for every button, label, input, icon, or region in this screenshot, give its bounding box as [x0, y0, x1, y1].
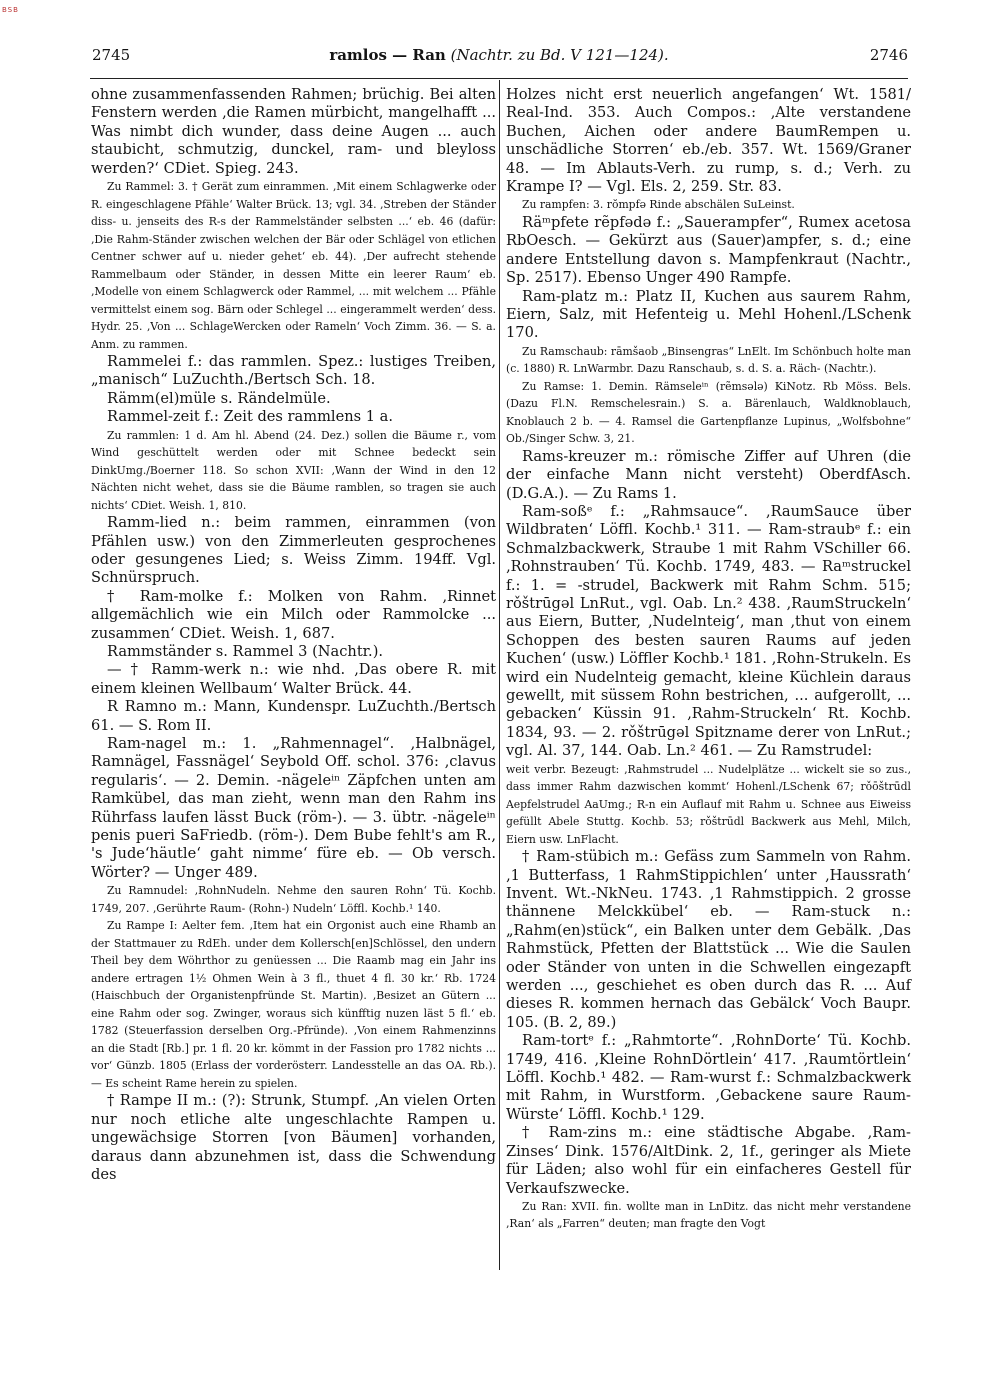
page-title: [90, 46, 908, 64]
title-headwords: ramlos — Ran: [329, 46, 446, 64]
dictionary-entry: R Ramno m.: Mann, Kundenspr. LuZuchth./Bertsch 61. — S. Rom II.: [91, 698, 496, 734]
dictionary-entry: † Ram-zins m.: eine städtische Abgabe. ‚Ram-Zinses‘ Dink. 1576/AltDink. 2, 1f., geringer als Miete für Läden; also wohl für ein einfacheres Gestell für Verkaufszwecke.: [506, 1124, 911, 1197]
dictionary-entry: Ram-platz m.: Platz II, Kuchen aus saurem Rahm, Eiern, Salz, mit Hefenteig u. Mehl Hohenl./LSchenk 170.: [506, 287, 911, 342]
dictionary-entry: Ramm-lied n.: beim rammen, einrammen (von Pfählen usw.) von den Zimmerleuten gesprochenes oder gesungenes Lied; s. Weiss Zimm. 194ff. Vgl. Schnürspruch.: [91, 514, 496, 587]
dictionary-entry: Zu Rampe I: Aelter fem. ‚Item hat ein Orgonist auch eine Rhamb an der Stattmauer zu RdEh. under dem Kollersch[en]Schlössel, den undern Theil bey dem Wöhrthor zu genüessen ... Die Raamb mag ein Jahr ins andere ertragen 1½ Ohmen Wein à 3 fl., thuet 4 fl. 30 kr.‘ Rb. 1724 (Haischbuch der Organistenpfründe St. Martin). ‚Besizet an Gütern ... eine Rahm oder sog. Zwinger, woraus sich künfftig nuzen läst 5 fl.‘ eb. 1782 (Steuerfassion derselben Org.-Pfründe). ‚Von einem Rahmenzinns an die Stadt [Rb.] pr. 1 fl. 20 kr. kömmt in der Fassion pro 1782 nichts ... vor‘ Günzb. 1805 (Erlass der vorderösterr. Landesstelle an das OA. Rb.). — Es scheint Rame herein zu spielen.: [91, 919, 496, 1090]
page-number-left: 2745: [92, 46, 131, 64]
dictionary-entry: Rammständer s. Rammel 3 (Nachtr.).: [107, 643, 384, 660]
column-divider: [499, 80, 500, 1270]
dictionary-entry: ohne zusammenfassenden Rahmen; brüchig. Bei alten Fenstern werden ‚die Ramen mürbicht, mangelhafft ... Was nimbt dich wunder, dass deine Augen ... auch staubicht, schmutzig, dunckel, ram- und bleyloss werden?‘ CDiet. Spieg. 243.: [91, 86, 496, 177]
running-header: [90, 46, 908, 68]
dictionary-entry: Ram-soßᵉ f.: „Rahmsauce“. ‚RaumSauce über Wildbraten‘ Löffl. Kochb.¹ 311. — Ram-straubᵉ f.: ein Schmalzbackwerk, Straube 1 mit Rahm VSchiller 66. ‚Rohnstrauben‘ Tü. Kochb. 1749, 483. — Raᵐstruckel f.: 1. = -strudel, Backwerk mit Rahm Schm. 515; rǒštrūgəl LnRut., vgl. Oab. Ln.² 438. ‚RaumStruckeln‘ aus Eiern, Butter, ‚Nudelnteig‘, man ‚thut von einem Schoppen des besten sauren Raums auf jeden Kuchen‘ (usw.) Löffler Kochb.¹ 181. ‚Rohn-Strukeln. Es wird ein Nudelnteig gemacht, kleine Küchlein daraus gewellt, mit süssem Rohn bestrichen, ... aufgerollt, ... gebacken‘ Küssin 91. ‚Rahm-Struckeln‘ Rt. Kochb. 1834, 93. — 2. rǒštrūgəl Spitzname derer von LnRut.; vgl. Al. 37, 144. Oab. Ln.² 461. — Zu Ramstrudel:: [506, 503, 911, 760]
page-number-right: 2746: [869, 46, 908, 64]
dictionary-entry: Zu rammlen: 1 d. Am hl. Abend (24. Dez.) sollen die Bäume r., vom Wind geschüttelt werden oder mit Schnee bedeckt sein DinkUmg./Boerner 118. So schon XVII: ‚Wann der Wind in den 12 Nächten nicht wehet, dass sie die Bäume ramblen, so tragen sie auch nichts‘ CDiet. Weish. 1, 810.: [91, 428, 496, 512]
library-mark: BSB: [2, 6, 19, 14]
dictionary-entry: † Rampe II m.: (?): Strunk, Stumpf. ‚An vielen Orten nur noch etliche alte ungeschlachte Rampen u. ungewächsige Storren [von Bäumen] vorhanden, daraus dann abzunehmen ist, dass die Schwendung des: [91, 1092, 496, 1183]
title-reference: (Nachtr. zu Bd. V 121—124).: [450, 46, 669, 64]
dictionary-entry: Zu Ramschaub: rāmšaob „Binsengras“ LnElt. Im Schönbuch holte man (c. 1880) R. LnWarmbr. Dazu Ranschaub, s. d. S. a. Räch- (Nachtr.).: [506, 344, 911, 376]
dictionary-entry: † Ram-molke f.: Molken von Rahm. ‚Rinnet allgemächlich wie ein Milch oder Rammolcke ... zusammen‘ CDiet. Weish. 1, 687.: [91, 587, 496, 642]
header-rule: [90, 78, 908, 79]
dictionary-entry: Rämm(el)müle s. Rändelmüle.: [107, 389, 331, 407]
dictionary-entry: Rammelei f.: das rammlen. Spez.: lustiges Treiben, „manisch“ LuZuchth./Bertsch Sch. 18.: [91, 353, 496, 389]
dictionary-entry: Rams-kreuzer m.: römische Ziffer auf Uhren (die der einfache Mann nicht versteht) OberdfAsch. (D.G.A.). — Zu Rams 1.: [506, 447, 911, 502]
left-column: [91, 86, 496, 1184]
dictionary-entry: Räᵐpfete rẽpfədə f.: „Sauerampfer“, Rumex acetosa RbOesch. — Gekürzt aus (Sauer)ampfer, s. d.; eine andere Entstellung davon s. Mampfenkraut (Nachtr., Sp. 2517). Ebenso Unger 490 Rampfe.: [506, 213, 911, 287]
dictionary-entry: † Ram-stübich m.: Gefäss zum Sammeln von Rahm. ‚1 Butterfass, 1 RahmStippichlen‘ unter ‚Haussrath‘ Invent. Wt.-NkNeu. 1743. ‚1 Rahmstippich. 2 grosse thännene Melckkübel‘ eb. — Ram-stuck n.: „Rahm(en)stück“, ein Balken unter dem Gebälk. ‚Das Rahmstück, Pfetten der Blattstück ... Wie die Saulen oder Ständer von unten in die Schwellen eingezapft werden ..., geschiehet es oben durch das R. ... Auf dieses R. kommen hernach das Gebälck‘ Voch Baupr. 105. (B. 2, 89.): [506, 848, 911, 1031]
dictionary-entry: — † Ramm-werk n.: wie nhd. ‚Das obere R. mit einem kleinen Wellbaum‘ Walter Brück. 44.: [91, 661, 496, 697]
dictionary-entry: Zu Rammel: 3. † Gerät zum einrammen. ‚Mit einem Schlagwerke oder R. eingeschlagene Pfähle‘ Walter Brück. 13; vgl. 34. ‚Streben der Ständer diss- u. jenseits des R-s der Rammelständer selbsten ...‘ eb. 46 (dafür: ‚Die Rahm-Ständer zwischen welchen der Bär oder Schlägel von etlichen Centner schwer auf u. nieder gehet‘ eb. 44). ‚Der aufrecht stehende Rammelbaum oder Ständer, in dessen Mitte ein leerer Raum‘ eb. ‚Modelle von einem Schlagwerck oder Rammel, ... mit welchem ... Pfähle vermittelst einem sog. Bärn oder Schlegel ... eingerammelt werden‘ dess. Hydr. 25. ‚Von ... SchlageWercken oder Rameln‘ Voch Zimm. 36. — S. a. Anm. zu rammen.: [91, 180, 496, 351]
right-column: [506, 86, 911, 1233]
dictionary-entry: Ram-tortᵉ f.: „Rahmtorte“. ‚RohnDorte‘ Tü. Kochb. 1749, 416. ‚Kleine RohnDörtlein‘ 417. ‚Raumtörtlein‘ Löffl. Kochb.¹ 482. — Ram-wurst f.: Schmalzbackwerk mit Rahm, in Wurstform. ‚Gebackene saure Raum-Würste‘ Löffl. Kochb.¹ 129.: [506, 1032, 911, 1123]
dictionary-entry: Rammel-zeit f.: Zeit des rammlens 1 a.: [107, 408, 394, 426]
dictionary-entry: Zu rampfen: 3. rŏmpfə Rinde abschälen SuLeinst.: [522, 198, 795, 212]
dictionary-entry: Zu Ramnudel: ‚RohnNudeln. Nehme den sauren Rohn‘ Tü. Kochb. 1749, 207. ‚Gerührte Raum- (Rohn-) Nudeln‘ Löffl. Kochb.¹ 140.: [91, 884, 496, 915]
dictionary-entry: Zu Ramse: 1. Demin. Rämseleⁱⁿ (rẽmsələ) KiNotz. Rb Möss. Bels. (Dazu Fl.N. Remschelesrain.) S. a. Bärenlauch, Waldknoblauch, Knoblauch 2 b. — 4. Ramsel die Gartenpflanze Lupinus, „Wolfsbohne“ Ob./Singer Schw. 3, 21.: [506, 379, 911, 446]
dictionary-entry: Ram-nagel m.: 1. „Rahmennagel“. ‚Halbnägel, Ramnägel, Fassnägel‘ Seybold Off. schol. 376: ‚clavus regularis‘. — 2. Demin. -nägeleⁱⁿ Zäpfchen unten am Ramkübel, das man zieht, wenn man den Rahm ins Rührfass laufen lässt Buck (röm-). — 3. übtr. -nägeleⁱⁿ penis pueri SaFriedb. (röm-). Dem Bube fehlt's am R., 's Jude‘häutle‘ gaht nimme‘ füre eb. — Ob versch. Wörter? — Unger 489.: [91, 735, 496, 881]
dictionary-entry: weit verbr. Bezeugt: ‚Rahmstrudel ... Nudelplätze ... wickelt sie so zus., dass immer Rahm dazwischen kommt‘ Hohenl./LSchenk 67; rǒōštrūdl Aepfelstrudel AaUmg.; R-n ein Auflauf mit Rahm u. Schnee aus Eiweiss gefüllt Abele Stuttg. Kochb. 53; rǒštrūdl Backwerk aus Mehl, Milch, Eiern usw. LnFlacht.: [506, 762, 911, 846]
dictionary-entry: Holzes nicht erst neuerlich angefangen‘ Wt. 1581/ Real-Ind. 353. Auch Compos.: ‚Alte verstandene Buchen, Aichen oder andere BaumRempen u. unschädliche Storren‘ eb./eb. 357. Wt. 1569/Graner 48. — Im Ablauts-Verh. zu rump, s. d.; Verh. zu Krampe I? — Vgl. Els. 2, 259. Str. 83.: [506, 86, 911, 196]
dictionary-entry: Zu Ran: XVII. fin. wollte man in LnDitz. das nicht mehr verstandene ‚Ran‘ als „Farren“ deuten; man fragte den Vogt: [506, 1199, 911, 1231]
